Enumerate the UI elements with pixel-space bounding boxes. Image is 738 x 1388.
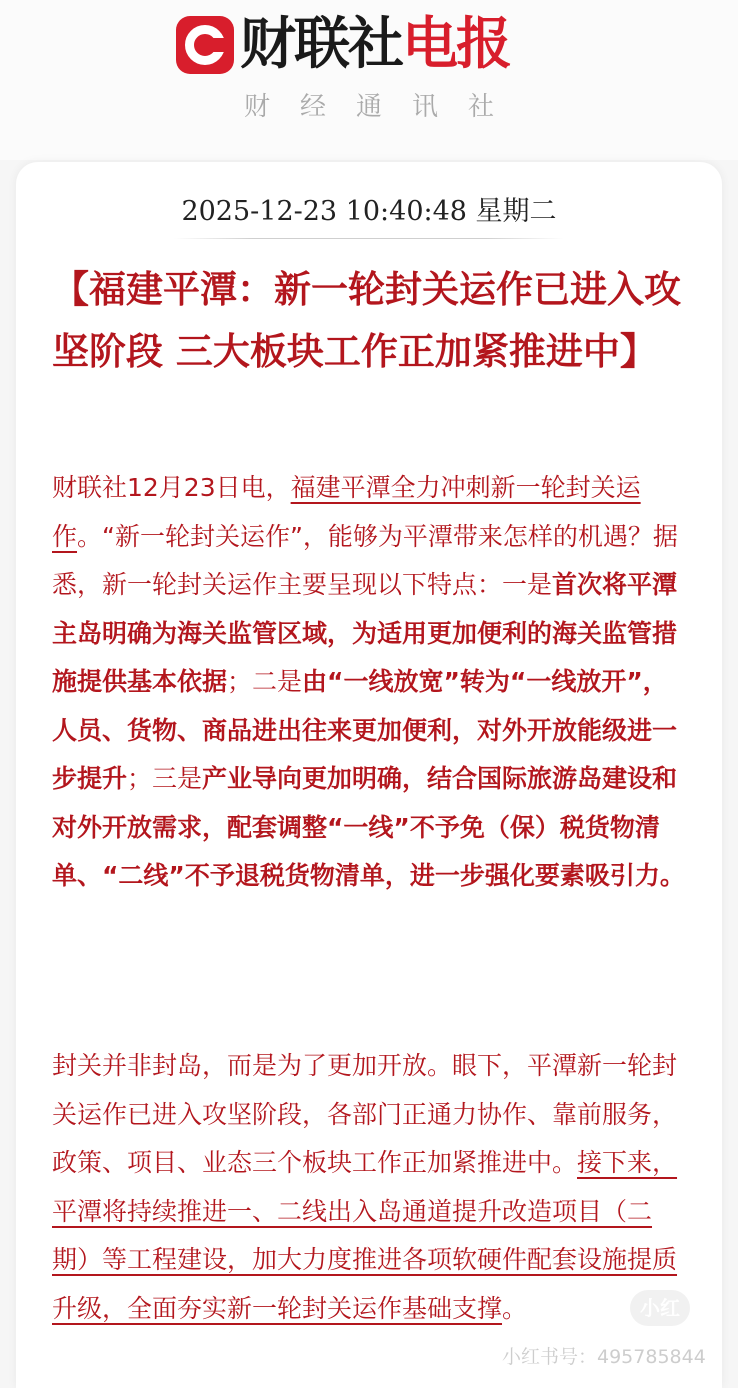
article-headline: 【福建平潭：新一轮封关运作已进入攻坚阶段 三大板块工作正加紧推进中】 [52,267,681,373]
logo-c-icon [176,16,234,74]
logo-accent-text: 电报 [402,12,510,77]
p1-underlined-phrase: 福建平潭全力冲刺新一轮封关运作 [52,473,641,551]
article-paragraph-2 [52,1042,686,1333]
logo-main-text: 财联社 [240,12,402,77]
p1-question: 。“新一轮封关运作”，能够为平潭带来怎样的机遇？据悉，新一轮封关运作主要呈现以下特点：一是 [52,521,678,599]
brand-logo [176,12,510,78]
datetime-divider [174,238,564,239]
p2-end: 。 [502,1293,528,1323]
p1-point-2: 由“一线放宽”转为“一线放开”，人员、货物、商品进出往来更加便利，对外开放能级进一步提升 [52,667,678,793]
p1-point-1: 首次将平潭主岛明确为海关监管区域，为适用更加便利的海关监管措施提供基本依据 [52,570,678,696]
watermark-text: 小红书号：4957858​44 [502,1346,706,1368]
watermark-badge: 小红 [630,1290,690,1326]
p2-intro: 封关并非封岛，而是为了更加开放。眼下，平潭新一轮封关运作已进入攻坚阶段，各部门正通力协作、靠前服务，政策、项目、业态三个板块工作正加紧推进中。 [52,1051,678,1177]
article-paragraph-1 [52,464,686,901]
p2-underlined-passage: 接下来，平潭将持续推进一、二线出入岛通道提升改造项目（二期）等工程建设，加大力度推进各项软硬件配套设施提质升级，全面夯实新一轮封关运作基础支撑 [52,1148,678,1323]
p1-intro: 财联社12月23日电， [52,473,291,502]
brand-tagline: 财经通讯社 [243,92,524,122]
p1-connector-2: ；二是 [227,667,303,696]
article-card [16,162,722,1388]
p1-point-3: 产业导向更加明确，结合国际旅游岛建设和对外开放需求，配套调整“一线”不予免（保）税货物清单、“二线”不予退税货物清单，进一步强化要素吸引力。 [52,764,685,890]
header [0,0,738,160]
logo-wordmark [240,12,510,78]
p1-connector-3: ；三是 [127,764,203,793]
article-datetime: 2025-12-23 10:40:48 星期二 [181,196,557,227]
